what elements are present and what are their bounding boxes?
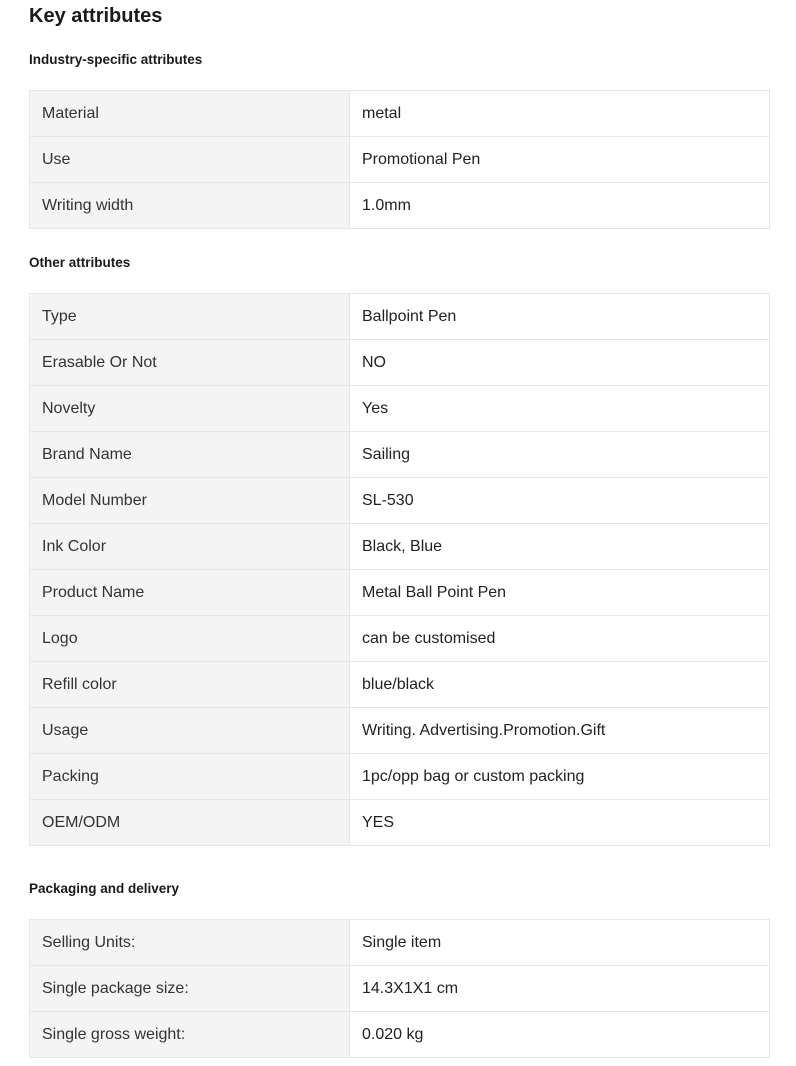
table-row [30, 708, 770, 754]
table-row [30, 294, 770, 340]
attribute-value: Single item [350, 920, 770, 966]
table-row [30, 91, 770, 137]
attribute-value: SL-530 [350, 478, 770, 524]
table-row [30, 386, 770, 432]
table-row [30, 137, 770, 183]
attribute-value: Ballpoint Pen [350, 294, 770, 340]
table-row [30, 920, 770, 966]
attribute-value: can be customised [350, 616, 770, 662]
attribute-value: blue/black [350, 662, 770, 708]
industry-attributes-table [29, 90, 770, 229]
attribute-key: Product Name [30, 570, 350, 616]
attribute-key: Erasable Or Not [30, 340, 350, 386]
table-row [30, 570, 770, 616]
attribute-key: Selling Units: [30, 920, 350, 966]
attribute-key: Refill color [30, 662, 350, 708]
attribute-value: Sailing [350, 432, 770, 478]
table-row [30, 432, 770, 478]
attribute-key: Single package size: [30, 966, 350, 1012]
table-row [30, 616, 770, 662]
attribute-key: Packing [30, 754, 350, 800]
attribute-key: OEM/ODM [30, 800, 350, 846]
table-row [30, 754, 770, 800]
attribute-key: Usage [30, 708, 350, 754]
table-row [30, 966, 770, 1012]
table-row [30, 524, 770, 570]
attribute-value: Metal Ball Point Pen [350, 570, 770, 616]
table-row [30, 340, 770, 386]
packaging-delivery-table [29, 919, 770, 1058]
attribute-key: Model Number [30, 478, 350, 524]
attribute-value: 1.0mm [350, 183, 770, 229]
attribute-key: Writing width [30, 183, 350, 229]
attribute-value: Black, Blue [350, 524, 770, 570]
attribute-value: Yes [350, 386, 770, 432]
attribute-value: YES [350, 800, 770, 846]
attribute-key: Single gross weight: [30, 1012, 350, 1058]
attribute-value: metal [350, 91, 770, 137]
section-title-packaging-delivery: Packaging and delivery [29, 881, 180, 896]
attribute-key: Ink Color [30, 524, 350, 570]
attribute-key: Type [30, 294, 350, 340]
attribute-value: Promotional Pen [350, 137, 770, 183]
attribute-value: NO [350, 340, 770, 386]
table-row [30, 478, 770, 524]
attribute-key: Brand Name [30, 432, 350, 478]
attribute-value: Writing. Advertising.Promotion.Gift [350, 708, 770, 754]
table-row [30, 183, 770, 229]
attribute-key: Novelty [30, 386, 350, 432]
other-attributes-table [29, 293, 770, 846]
page-title: Key attributes [29, 5, 163, 27]
attribute-value: 14.3X1X1 cm [350, 966, 770, 1012]
table-row [30, 800, 770, 846]
section-title-industry-specific: Industry-specific attributes [29, 52, 203, 67]
attribute-key: Use [30, 137, 350, 183]
table-row [30, 662, 770, 708]
attribute-value: 1pc/opp bag or custom packing [350, 754, 770, 800]
attribute-value: 0.020 kg [350, 1012, 770, 1058]
attribute-key: Logo [30, 616, 350, 662]
section-title-other-attributes: Other attributes [29, 255, 131, 270]
attribute-key: Material [30, 91, 350, 137]
table-row [30, 1012, 770, 1058]
